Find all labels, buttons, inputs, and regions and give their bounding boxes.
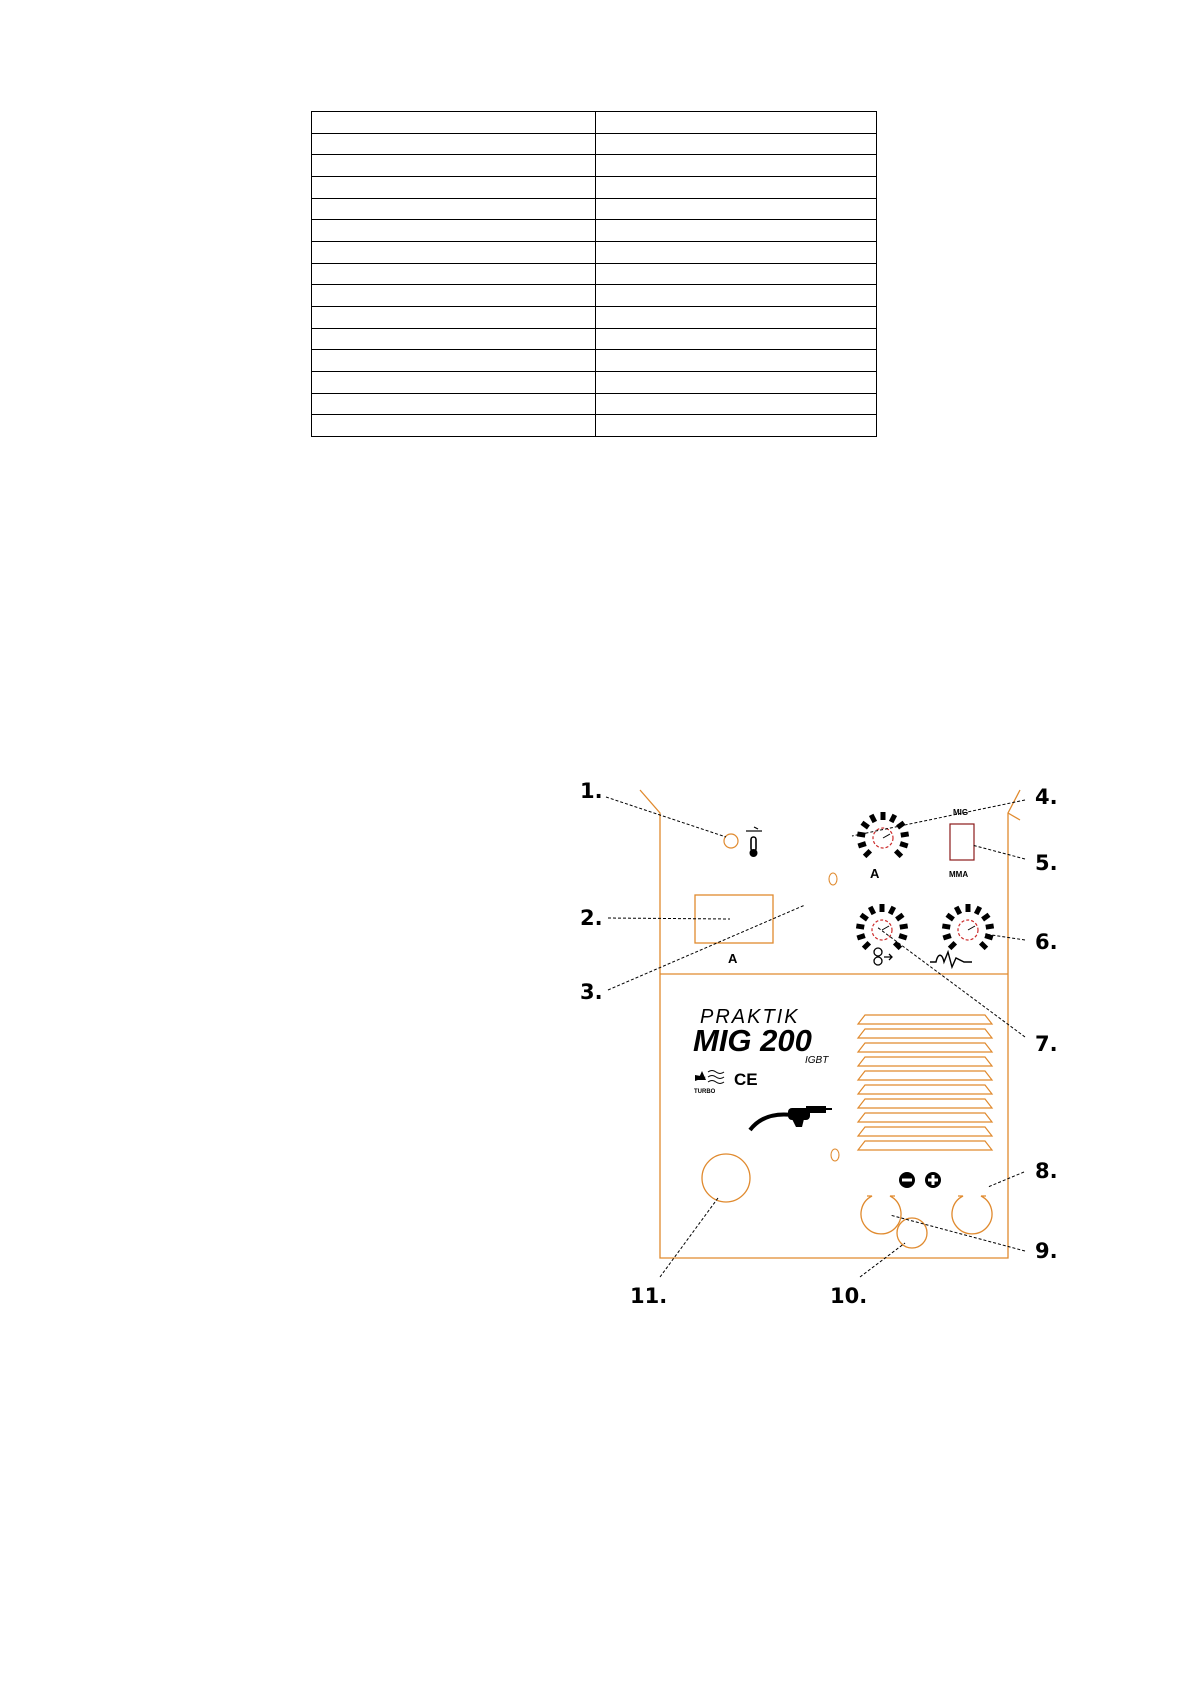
diagram-svg: [580, 775, 1080, 1315]
plus-icon: [925, 1172, 941, 1188]
callout-5: 5.: [1035, 851, 1058, 875]
knob-pointer: [882, 926, 889, 930]
spec-value-cell: [596, 220, 877, 242]
knob-scale-tick: [956, 907, 960, 914]
knob-scale-tick: [943, 936, 951, 938]
spec-table-row: [312, 263, 877, 285]
status-lamp-upper: [829, 873, 837, 885]
spec-value-cell: [596, 133, 877, 155]
spec-parameter-cell: [312, 393, 596, 415]
spec-table-row: [312, 371, 877, 393]
knob-scale-tick: [858, 844, 866, 846]
mode-mig-label: MIG: [953, 808, 969, 817]
callout-4: 4.: [1035, 785, 1058, 809]
turbo-label: TURBO: [694, 1089, 716, 1095]
spec-parameter-cell: [312, 220, 596, 242]
knob-scale-tick: [897, 915, 903, 920]
spec-value-cell: [596, 263, 877, 285]
callout-2: 2.: [580, 906, 603, 930]
knob-pointer: [968, 926, 975, 930]
knob-scale-tick: [899, 936, 907, 938]
spec-parameter-cell: [312, 241, 596, 263]
knob-scale-tick: [861, 915, 867, 920]
inductance-knob: [942, 904, 993, 948]
callout-11: 11.: [630, 1284, 668, 1308]
spec-value-cell: [596, 393, 877, 415]
spec-parameter-cell: [312, 306, 596, 328]
spec-parameter-cell: [312, 371, 596, 393]
spec-parameter-cell: [312, 285, 596, 307]
spec-parameter-cell: [312, 350, 596, 372]
knob-scale-tick: [981, 943, 987, 949]
knob-scale-tick: [864, 943, 870, 949]
louver-slat: [858, 1127, 992, 1136]
knob-scale-tick: [983, 915, 989, 920]
louver-slat: [858, 1113, 992, 1122]
spec-table-row: [312, 328, 877, 350]
knob-scale-tick: [950, 943, 956, 949]
mode-mma-label: MMA: [949, 870, 969, 879]
knob-scale-tick: [986, 926, 994, 927]
spec-table-row: [312, 155, 877, 177]
knob-scale-tick: [900, 926, 908, 927]
spec-table-row: [312, 133, 877, 155]
spec-parameter-cell: [312, 198, 596, 220]
callout-7: 7.: [1035, 1032, 1058, 1056]
callout-10: 10.: [830, 1284, 868, 1308]
spec-table-row: [312, 241, 877, 263]
louver-slat: [858, 1071, 992, 1080]
louver-slat: [858, 1085, 992, 1094]
brand-model: MIG 200: [693, 1023, 812, 1058]
knob-scale-tick: [898, 823, 904, 828]
spec-parameter-cell: [312, 328, 596, 350]
knob-scale-tick: [976, 907, 980, 914]
knob-scale-tick: [896, 851, 902, 857]
knob-scale-tick: [901, 834, 909, 835]
current-knob-unit-label: A: [870, 866, 880, 881]
spec-value-cell: [596, 112, 877, 134]
spec-parameter-cell: [312, 176, 596, 198]
status-lamp-lower: [831, 1149, 839, 1161]
knob-scale-tick: [871, 815, 875, 822]
knob-scale-tick: [891, 815, 895, 822]
callout-9: 9.: [1035, 1239, 1058, 1263]
welding-current-knob: [857, 812, 908, 856]
thermometer-icon: [746, 827, 762, 857]
control-connector: [897, 1218, 927, 1248]
spec-value-cell: [596, 155, 877, 177]
knob-scale-tick: [942, 926, 950, 927]
knob-scale-tick: [856, 926, 864, 927]
spec-value-cell: [596, 198, 877, 220]
knob-scale-tick: [865, 851, 871, 857]
spec-parameter-cell: [312, 112, 596, 134]
brand-name: PRAKTIK: [700, 1006, 800, 1028]
spec-table-row: [312, 198, 877, 220]
spec-value-cell: [596, 371, 877, 393]
spec-parameter-cell: [312, 415, 596, 437]
callout-8: 8.: [1035, 1159, 1058, 1183]
spec-parameter-cell: [312, 155, 596, 177]
louver-slat: [858, 1141, 992, 1150]
spec-parameter-cell: [312, 263, 596, 285]
ammeter-unit-label: A: [728, 951, 738, 966]
spec-table-row: [312, 176, 877, 198]
knob-pointer: [883, 834, 890, 838]
spec-table-row: [312, 415, 877, 437]
wire-feed-icon: [874, 948, 892, 965]
callout-6: 6.: [1035, 930, 1058, 954]
knob-scale-tick: [900, 844, 908, 846]
turbo-fan-logo: [694, 1071, 724, 1096]
spec-table-row: [312, 285, 877, 307]
louver-slat: [858, 1029, 992, 1038]
positive-terminal: [952, 1196, 992, 1234]
louver-slat: [858, 1015, 992, 1024]
mig-torch-icon: [750, 1106, 832, 1130]
spec-value-cell: [596, 415, 877, 437]
spec-value-cell: [596, 285, 877, 307]
wire-feed-speed-knob: [856, 904, 907, 948]
spec-parameter-cell: [312, 133, 596, 155]
gas-connector: [702, 1154, 750, 1202]
ce-mark: CE: [734, 1070, 758, 1089]
knob-scale-tick: [985, 936, 993, 938]
louver-slat: [858, 1099, 992, 1108]
spec-table: [311, 111, 877, 437]
spec-table-row: [312, 112, 877, 134]
knob-scale-tick: [947, 915, 953, 920]
louver-slat: [858, 1057, 992, 1066]
knob-scale-tick: [870, 907, 874, 914]
welder-front-panel-diagram: [580, 775, 1080, 1315]
knob-scale-tick: [857, 936, 865, 938]
spec-value-cell: [596, 350, 877, 372]
spec-table-row: [312, 220, 877, 242]
inductance-icon: [930, 952, 972, 967]
knob-scale-tick: [862, 823, 868, 828]
knob-scale-tick: [890, 907, 894, 914]
spec-value-cell: [596, 328, 877, 350]
brand-igbt: IGBT: [805, 1055, 829, 1066]
spec-value-cell: [596, 241, 877, 263]
callout-3: 3.: [580, 980, 603, 1004]
louver-slat: [858, 1043, 992, 1052]
mig-mma-mode-switch: [950, 824, 974, 860]
negative-terminal: [861, 1196, 901, 1234]
callout-1: 1.: [580, 779, 603, 803]
overheat-indicator-lamp: [724, 827, 762, 857]
spec-table-row: [312, 306, 877, 328]
spec-value-cell: [596, 176, 877, 198]
minus-icon: [899, 1172, 915, 1188]
spec-table-row: [312, 350, 877, 372]
ventilation-louvers: [858, 1015, 992, 1150]
spec-value-cell: [596, 306, 877, 328]
spec-table-row: [312, 393, 877, 415]
